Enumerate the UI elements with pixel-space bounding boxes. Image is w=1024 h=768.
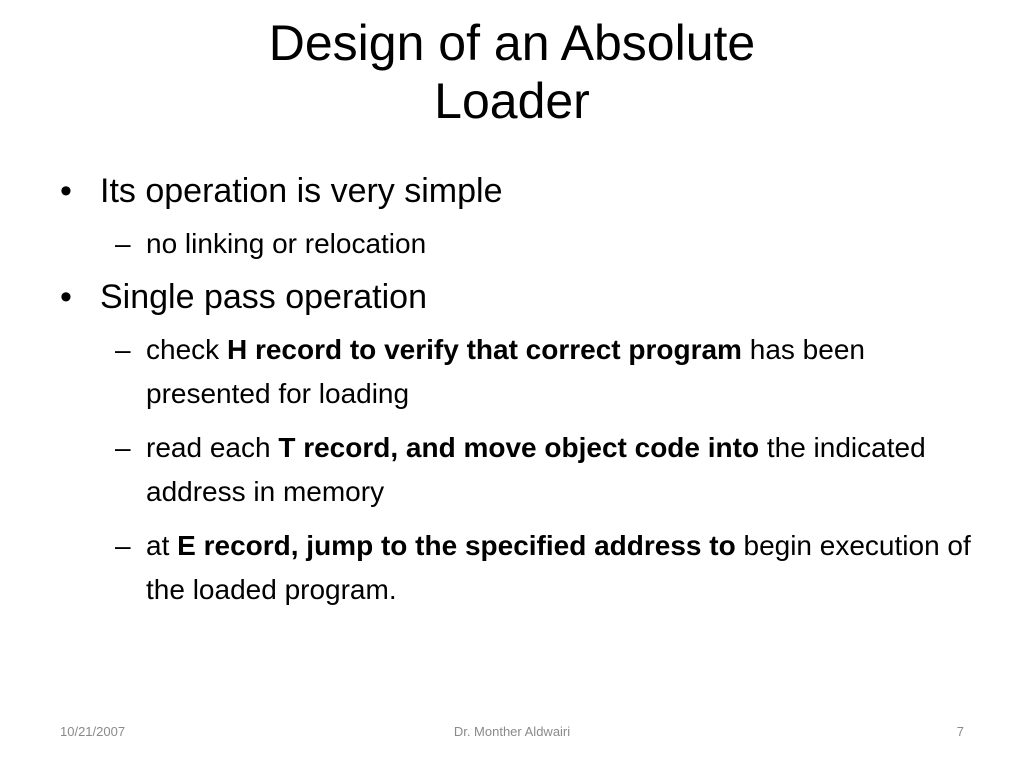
bullet-text: Its operation is very simple	[100, 172, 503, 210]
sub-bullet-t-record	[115, 426, 980, 514]
sub-bullet-no-linking	[115, 222, 980, 266]
dash-icon: –	[115, 228, 131, 259]
sub-bullet-text-post: begin execution of the loaded program.	[146, 530, 971, 605]
sub-bullet-text-post: the indicated address in memory	[146, 432, 926, 507]
sub-bullet-text-pre: read each	[146, 432, 279, 463]
footer-date: 10/21/2007	[60, 724, 126, 739]
slide-content	[60, 170, 980, 622]
bullet-operation-simple	[60, 170, 980, 212]
bullet-dot-icon: •	[60, 172, 72, 210]
bullet-text: Single pass operation	[100, 278, 428, 316]
footer-page-number: 7	[956, 724, 964, 739]
slide-title-line-1: Design of an Absolute	[268, 15, 756, 71]
sub-bullet-text-bold: T record, and move object code into	[278, 432, 760, 463]
sub-bullet-text-bold: E record, jump to the specified address to	[177, 530, 736, 561]
sub-bullet-text-post: has been presented for loading	[146, 334, 865, 409]
slide-title-line-2: Loader	[434, 73, 590, 129]
bullet-single-pass	[60, 276, 980, 318]
dash-icon: –	[115, 334, 131, 365]
slide-title	[0, 14, 1024, 130]
sub-bullet-text-pre: at	[146, 530, 178, 561]
sub-bullet-h-record	[115, 328, 980, 416]
sub-bullet-text-pre: check	[146, 334, 227, 365]
sub-bullet-text: no linking or relocation	[146, 228, 427, 259]
footer-author: Dr. Monther Aldwairi	[453, 724, 571, 739]
sub-bullet-text-bold: H record to verify that correct program	[226, 334, 742, 365]
dash-icon: –	[115, 432, 131, 463]
bullet-dot-icon: •	[60, 278, 72, 316]
dash-icon: –	[115, 530, 131, 561]
sub-bullet-e-record	[115, 524, 980, 612]
